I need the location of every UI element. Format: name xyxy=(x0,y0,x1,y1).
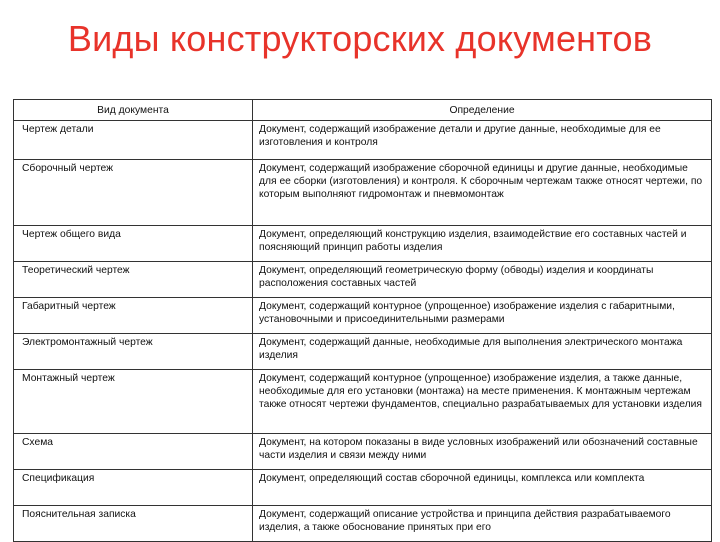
definition-cell: Документ, содержащий изображение сборочной единицы и другие данные, необходимые для ее сборки (изготовления) и контроля. К сборочным чертежам также относят чертежи, по которым выполняют гидромонтаж и пневмомонтаж xyxy=(253,160,712,226)
table-row xyxy=(14,160,712,226)
table-row xyxy=(14,262,712,298)
table-row xyxy=(14,506,712,542)
page-title: Виды конструкторских документов xyxy=(67,18,653,59)
definition-cell: Документ, определяющий состав сборочной единицы, комплекса или комплекта xyxy=(253,470,712,506)
table-row xyxy=(14,298,712,334)
document-type-cell: Пояснительная записка xyxy=(14,506,253,542)
document-type-cell: Теоретический чертеж xyxy=(14,262,253,298)
definition-cell: Документ, содержащий данные, необходимые для выполнения электрического монтажа изделия xyxy=(253,334,712,370)
document-type-cell: Монтажный чертеж xyxy=(14,370,253,434)
table-row xyxy=(14,334,712,370)
document-type-cell: Сборочный чертеж xyxy=(14,160,253,226)
column-header-definition: Определение xyxy=(253,100,712,121)
document-type-cell: Чертеж общего вида xyxy=(14,226,253,262)
document-type-cell: Спецификация xyxy=(14,470,253,506)
definition-cell: Документ, содержащий контурное (упрощенное) изображение изделия с габаритными, установочными и присоединительными размерами xyxy=(253,298,712,334)
definition-cell: Документ, определяющий геометрическую форму (обводы) изделия и координаты расположения составных частей xyxy=(253,262,712,298)
definition-cell: Документ, содержащий контурное (упрощенное) изображение изделия, а также данные, необходимые для его установки (монтажа) на месте применения. К монтажным чертежам также относят чертежи фундаментов, специально разрабатываемых для установки изделия xyxy=(253,370,712,434)
definition-cell: Документ, содержащий описание устройства и принципа действия разрабатываемого изделия, а также обоснование принятых при его xyxy=(253,506,712,542)
table-row xyxy=(14,470,712,506)
document-type-cell: Габаритный чертеж xyxy=(14,298,253,334)
table-row xyxy=(14,121,712,160)
definition-cell: Документ, определяющий конструкцию изделия, взаимодействие его составных частей и поясняющий принцип работы изделия xyxy=(253,226,712,262)
document-type-cell: Схема xyxy=(14,434,253,470)
definition-cell: Документ, содержащий изображение детали и другие данные, необходимые для ее изготовления и контроля xyxy=(253,121,712,160)
document-type-cell: Чертеж детали xyxy=(14,121,253,160)
document-type-cell: Электромонтажный чертеж xyxy=(14,334,253,370)
table-row xyxy=(14,434,712,470)
column-header-document-type: Вид документа xyxy=(14,100,253,121)
document-types-table xyxy=(13,99,711,542)
table-header-row xyxy=(14,100,712,121)
table-row xyxy=(14,226,712,262)
definition-cell: Документ, на котором показаны в виде условных изображений или обозначений составные части изделия и связи между ними xyxy=(253,434,712,470)
table-row xyxy=(14,370,712,434)
